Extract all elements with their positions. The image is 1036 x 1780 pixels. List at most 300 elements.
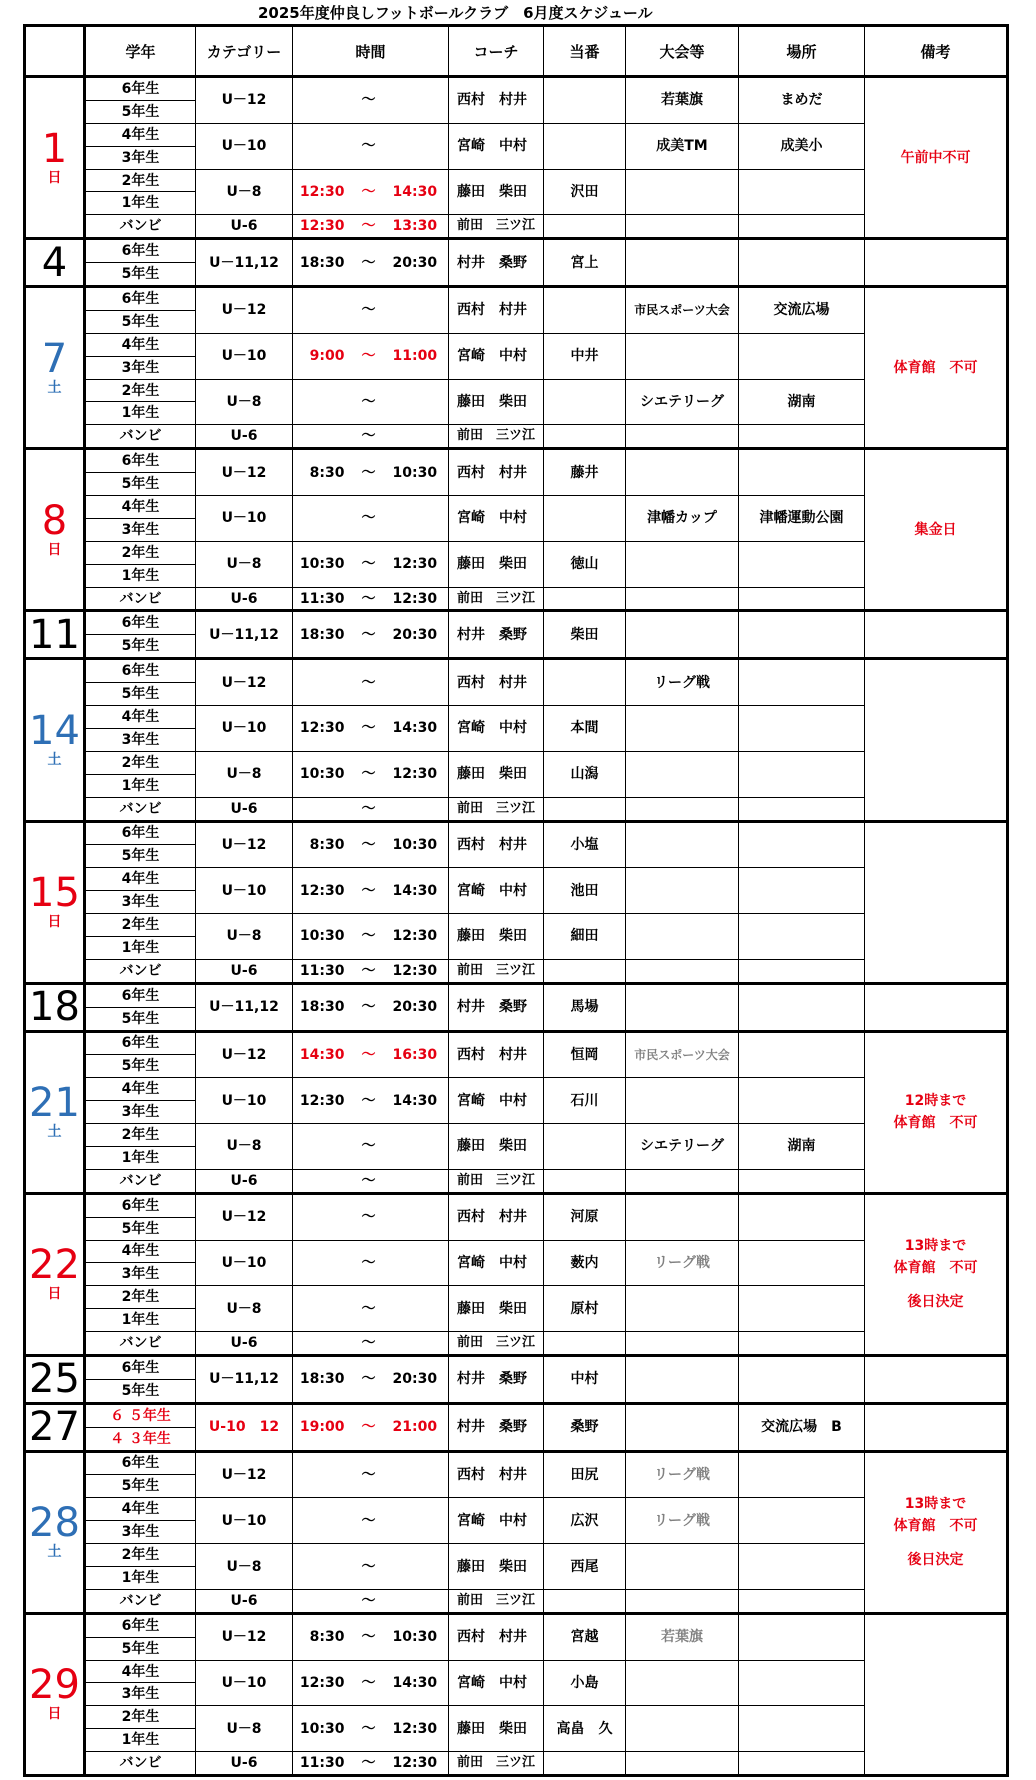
notes-cell (865, 287, 1008, 449)
coach-cell: 藤田 柴田 (449, 1706, 544, 1752)
place-cell (739, 868, 865, 914)
time-start: 18:30 (299, 626, 345, 643)
time-cell (293, 449, 449, 496)
time-separator: ～ (361, 1466, 376, 1483)
time-separator: ～ (361, 302, 376, 319)
time-end: 13:30 (392, 218, 438, 235)
coach-cell: 宮崎 中村 (449, 496, 544, 542)
event-cell (626, 706, 739, 752)
place-cell (739, 821, 865, 868)
place-cell (739, 659, 865, 706)
event-cell (626, 1660, 739, 1706)
grade-cell: 6年生 (85, 449, 196, 473)
time-cell (293, 914, 449, 960)
duty-cell: 宮越 (544, 1613, 626, 1660)
grade-cell: 5年生 (85, 310, 196, 333)
day-number: 18 (29, 984, 80, 1031)
event-cell (626, 1169, 739, 1193)
notes-cell (865, 77, 1008, 239)
place-cell (739, 1169, 865, 1193)
place-cell (739, 914, 865, 960)
time-separator: ～ (361, 138, 376, 155)
day-cell (25, 1031, 85, 1193)
event-cell: シエテリーグ (626, 1124, 739, 1170)
duty-cell (544, 379, 626, 425)
place-cell: 湖南 (739, 1124, 865, 1170)
table-row (25, 1169, 1008, 1193)
time-separator: ～ (361, 1209, 376, 1226)
duty-cell: 石川 (544, 1078, 626, 1124)
grade-cell: 3年生 (85, 1263, 196, 1286)
place-cell (739, 1286, 865, 1332)
place-cell (739, 1451, 865, 1498)
event-cell (626, 1403, 739, 1451)
duty-cell (544, 123, 626, 169)
category-cell: U-6 (196, 797, 293, 821)
coach-cell: 西村 村井 (449, 77, 544, 124)
grade-cell: ６ ５年生 (85, 1403, 196, 1427)
place-cell (739, 1240, 865, 1286)
table-row (25, 1031, 1008, 1055)
coach-cell: 藤田 柴田 (449, 914, 544, 960)
time-separator: ～ (361, 393, 376, 410)
time-end: 14:30 (392, 1092, 438, 1109)
coach-cell: 西村 村井 (449, 287, 544, 334)
duty-cell: 沢田 (544, 169, 626, 215)
grade-cell: 4年生 (85, 123, 196, 146)
grade-cell: 1年生 (85, 936, 196, 959)
event-cell (626, 1544, 739, 1590)
category-cell: U-6 (196, 959, 293, 983)
time-cell (293, 1403, 449, 1451)
time-separator: ～ (361, 218, 376, 235)
grade-cell: 3年生 (85, 356, 196, 379)
event-cell (626, 169, 739, 215)
day-number: 25 (29, 1356, 80, 1403)
place-cell (739, 1332, 865, 1356)
grade-cell: 3年生 (85, 1101, 196, 1124)
event-cell (626, 1752, 739, 1776)
time-end: 14:30 (392, 882, 438, 899)
grade-cell: バンビ (85, 1169, 196, 1193)
event-cell (626, 914, 739, 960)
time-end: 10:30 (392, 1629, 438, 1646)
grade-cell: 6年生 (85, 659, 196, 683)
duty-cell: 原村 (544, 1286, 626, 1332)
time-cell (293, 496, 449, 542)
event-cell (626, 1589, 739, 1613)
category-cell: U－12 (196, 821, 293, 868)
coach-cell: 前田 三ツ江 (449, 587, 544, 611)
table-row (25, 659, 1008, 683)
time-end: 10:30 (392, 464, 438, 481)
table-row (25, 541, 1008, 564)
time-start: 18:30 (299, 999, 345, 1016)
coach-cell: 西村 村井 (449, 1193, 544, 1240)
category-cell: U-6 (196, 1752, 293, 1776)
grade-cell: 6年生 (85, 1193, 196, 1217)
duty-cell: 細田 (544, 914, 626, 960)
coach-cell: 前田 三ツ江 (449, 215, 544, 239)
category-cell: U－11,12 (196, 983, 293, 1031)
time-separator: ～ (361, 962, 376, 979)
grade-cell: 5年生 (85, 845, 196, 868)
day-of-week: 日 (47, 169, 62, 186)
coach-cell: 藤田 柴田 (449, 751, 544, 797)
category-cell: U-6 (196, 425, 293, 449)
grade-cell: 5年生 (85, 1379, 196, 1403)
coach-cell: 藤田 柴田 (449, 1286, 544, 1332)
table-row (25, 959, 1008, 983)
grade-cell: 1年生 (85, 402, 196, 425)
time-start: 9:00 (309, 348, 345, 365)
grade-cell: 1年生 (85, 1146, 196, 1169)
day-of-week: 土 (47, 379, 62, 396)
place-cell (739, 611, 865, 659)
event-cell (626, 449, 739, 496)
grade-cell: バンビ (85, 1332, 196, 1356)
notes-cell (865, 659, 1008, 821)
time-separator: ～ (361, 1720, 376, 1737)
time-separator: ～ (361, 428, 376, 445)
time-start: 12:30 (299, 1674, 345, 1691)
category-cell: U－12 (196, 659, 293, 706)
duty-cell: 宮上 (544, 239, 626, 287)
time-cell (293, 1498, 449, 1544)
event-cell (626, 425, 739, 449)
grade-cell: 1年生 (85, 192, 196, 215)
place-cell (739, 1031, 865, 1078)
place-cell (739, 1544, 865, 1590)
table-row (25, 287, 1008, 311)
place-cell (739, 333, 865, 379)
place-cell (739, 215, 865, 239)
day-cell (25, 77, 85, 239)
grade-cell: バンビ (85, 1589, 196, 1613)
event-cell: 若葉旗 (626, 77, 739, 124)
grade-cell: 6年生 (85, 1031, 196, 1055)
event-cell (626, 797, 739, 821)
place-cell (739, 797, 865, 821)
grade-cell: 1年生 (85, 774, 196, 797)
time-cell (293, 287, 449, 334)
event-cell (626, 1355, 739, 1403)
time-separator: ～ (361, 254, 376, 271)
time-end: 14:30 (392, 183, 438, 200)
table-row (25, 169, 1008, 192)
schedule-body (25, 77, 1008, 1776)
day-cell (25, 287, 85, 449)
time-cell (293, 1706, 449, 1752)
day-cell (25, 449, 85, 611)
day-cell (25, 1355, 85, 1403)
time-cell (293, 333, 449, 379)
event-cell (626, 333, 739, 379)
grade-cell: 4年生 (85, 1078, 196, 1101)
day-of-week: 日 (47, 541, 62, 558)
day-cell (25, 983, 85, 1031)
time-end: 14:30 (392, 720, 438, 737)
time-separator: ～ (361, 464, 376, 481)
place-cell: 交流広場 (739, 287, 865, 334)
time-start: 8:30 (309, 464, 345, 481)
time-separator: ～ (361, 556, 376, 573)
table-row (25, 1286, 1008, 1309)
event-cell (626, 1706, 739, 1752)
category-cell: U－12 (196, 1031, 293, 1078)
table-row (25, 1451, 1008, 1475)
coach-cell: 西村 村井 (449, 659, 544, 706)
category-cell: U－12 (196, 1451, 293, 1498)
category-cell: U－10 (196, 1078, 293, 1124)
category-cell: U－12 (196, 1613, 293, 1660)
category-cell: U－10 (196, 706, 293, 752)
note-line: 13時まで (904, 1238, 967, 1255)
duty-cell (544, 287, 626, 334)
grade-cell: ４ ３年生 (85, 1427, 196, 1451)
event-cell (626, 1078, 739, 1124)
duty-cell: 中井 (544, 333, 626, 379)
grade-cell: 4年生 (85, 706, 196, 729)
time-cell (293, 1169, 449, 1193)
time-separator: ～ (361, 674, 376, 691)
time-separator: ～ (361, 1755, 376, 1772)
time-end: 20:30 (392, 999, 438, 1016)
time-separator: ～ (361, 800, 376, 817)
time-separator: ～ (361, 1629, 376, 1646)
time-separator: ～ (361, 1371, 376, 1388)
category-cell: U－8 (196, 541, 293, 587)
day-number: 29 (29, 1662, 80, 1709)
grade-cell: バンビ (85, 1752, 196, 1776)
grade-cell: 6年生 (85, 239, 196, 263)
time-separator: ～ (361, 1046, 376, 1063)
day-cell (25, 1451, 85, 1613)
duty-cell: 西尾 (544, 1544, 626, 1590)
category-cell: U－12 (196, 287, 293, 334)
category-cell: U－10 (196, 1240, 293, 1286)
category-cell: U－8 (196, 914, 293, 960)
header-coach: コーチ (449, 26, 544, 77)
event-cell (626, 1286, 739, 1332)
table-row (25, 706, 1008, 729)
grade-cell: 2年生 (85, 914, 196, 937)
day-of-week: 日 (47, 914, 62, 931)
grade-cell: 4年生 (85, 1240, 196, 1263)
time-cell (293, 77, 449, 124)
day-number: 28 (29, 1500, 80, 1547)
event-cell (626, 983, 739, 1031)
time-cell (293, 983, 449, 1031)
time-cell (293, 1031, 449, 1078)
table-row (25, 379, 1008, 402)
table-row (25, 1752, 1008, 1776)
event-cell (626, 587, 739, 611)
grade-cell: 5年生 (85, 1475, 196, 1498)
header-category: カテゴリー (196, 26, 293, 77)
table-row (25, 1613, 1008, 1637)
table-row (25, 333, 1008, 356)
notes-cell (865, 821, 1008, 983)
coach-cell: 西村 村井 (449, 1451, 544, 1498)
coach-cell: 村井 桑野 (449, 611, 544, 659)
duty-cell (544, 797, 626, 821)
category-cell: U－10 (196, 1660, 293, 1706)
category-cell: U－10 (196, 868, 293, 914)
table-row (25, 1498, 1008, 1521)
table-row (25, 496, 1008, 519)
grade-cell: 5年生 (85, 635, 196, 659)
time-cell (293, 1332, 449, 1356)
table-row (25, 611, 1008, 635)
time-end: 11:00 (392, 348, 438, 365)
time-cell (293, 239, 449, 287)
day-number: 22 (29, 1242, 80, 1289)
time-separator: ～ (361, 1172, 376, 1189)
header-event: 大会等 (626, 26, 739, 77)
coach-cell: 前田 三ツ江 (449, 797, 544, 821)
notes-cell (865, 611, 1008, 659)
coach-cell: 藤田 柴田 (449, 169, 544, 215)
grade-cell: 5年生 (85, 473, 196, 496)
duty-cell (544, 1589, 626, 1613)
grade-cell: バンビ (85, 587, 196, 611)
note-line: 午前中不可 (900, 149, 971, 166)
notes-cell (865, 1613, 1008, 1775)
time-separator: ～ (361, 183, 376, 200)
notes-cell (865, 1355, 1008, 1403)
place-cell (739, 1078, 865, 1124)
category-cell: U－10 (196, 333, 293, 379)
duty-cell: 徳山 (544, 541, 626, 587)
place-cell (739, 1613, 865, 1660)
duty-cell: 本間 (544, 706, 626, 752)
grade-cell: 2年生 (85, 1286, 196, 1309)
coach-cell: 前田 三ツ江 (449, 1589, 544, 1613)
event-cell: リーグ戦 (626, 1240, 739, 1286)
time-cell (293, 215, 449, 239)
grade-cell: バンビ (85, 959, 196, 983)
day-of-week: 日 (47, 1706, 62, 1723)
time-end: 20:30 (392, 254, 438, 271)
table-row (25, 587, 1008, 611)
time-cell (293, 797, 449, 821)
time-cell (293, 659, 449, 706)
table-row (25, 1124, 1008, 1147)
time-cell (293, 751, 449, 797)
grade-cell: 4年生 (85, 1498, 196, 1521)
duty-cell: 馬場 (544, 983, 626, 1031)
grade-cell: 3年生 (85, 891, 196, 914)
notes-cell (865, 1031, 1008, 1193)
coach-cell: 前田 三ツ江 (449, 1169, 544, 1193)
grade-cell: 5年生 (85, 1055, 196, 1078)
time-end: 16:30 (392, 1046, 438, 1063)
table-row (25, 1660, 1008, 1683)
duty-cell: 山潟 (544, 751, 626, 797)
grade-cell: 6年生 (85, 611, 196, 635)
category-cell: U－10 (196, 1498, 293, 1544)
day-number: 7 (41, 335, 68, 382)
day-number: 8 (41, 497, 68, 544)
time-start: 18:30 (299, 254, 345, 271)
time-cell (293, 425, 449, 449)
coach-cell: 西村 村井 (449, 1613, 544, 1660)
grade-cell: 1年生 (85, 1567, 196, 1590)
place-cell (739, 449, 865, 496)
time-separator: ～ (361, 999, 376, 1016)
category-cell: U－11,12 (196, 1355, 293, 1403)
duty-cell (544, 496, 626, 542)
header-day (25, 26, 85, 77)
coach-cell: 宮崎 中村 (449, 1240, 544, 1286)
time-separator: ～ (361, 590, 376, 607)
time-start: 8:30 (309, 1629, 345, 1646)
grade-cell: 5年生 (85, 263, 196, 287)
time-separator: ～ (361, 1558, 376, 1575)
event-cell (626, 868, 739, 914)
time-separator: ～ (361, 1419, 376, 1436)
time-cell (293, 1451, 449, 1498)
grade-cell: 5年生 (85, 100, 196, 123)
grade-cell: 4年生 (85, 333, 196, 356)
time-cell (293, 1752, 449, 1776)
time-separator: ～ (361, 1674, 376, 1691)
category-cell: U－11,12 (196, 239, 293, 287)
place-cell (739, 239, 865, 287)
coach-cell: 村井 桑野 (449, 1355, 544, 1403)
duty-cell (544, 587, 626, 611)
duty-cell: 恒岡 (544, 1031, 626, 1078)
coach-cell: 宮崎 中村 (449, 868, 544, 914)
day-cell (25, 659, 85, 821)
table-row (25, 239, 1008, 263)
time-cell (293, 1078, 449, 1124)
duty-cell (544, 1332, 626, 1356)
note-line (865, 1279, 1006, 1291)
time-start: 12:30 (299, 882, 345, 899)
place-cell (739, 425, 865, 449)
grade-cell: 2年生 (85, 379, 196, 402)
duty-cell: 高畠 久 (544, 1706, 626, 1752)
time-end: 20:30 (392, 626, 438, 643)
time-end: 12:30 (392, 556, 438, 573)
time-separator: ～ (361, 882, 376, 899)
time-separator: ～ (361, 928, 376, 945)
coach-cell: 宮崎 中村 (449, 1660, 544, 1706)
time-cell (293, 1660, 449, 1706)
duty-cell: 広沢 (544, 1498, 626, 1544)
category-cell: U-10 12 (196, 1403, 293, 1451)
notes-cell (865, 239, 1008, 287)
event-cell (626, 1332, 739, 1356)
duty-cell (544, 1752, 626, 1776)
time-end: 10:30 (392, 836, 438, 853)
table-row (25, 983, 1008, 1007)
time-separator: ～ (361, 1335, 376, 1352)
grade-cell: 1年生 (85, 564, 196, 587)
time-end: 12:30 (392, 1720, 438, 1737)
time-cell (293, 611, 449, 659)
time-cell (293, 868, 449, 914)
time-start: 8:30 (309, 836, 345, 853)
place-cell (739, 169, 865, 215)
time-end: 12:30 (392, 962, 438, 979)
duty-cell: 中村 (544, 1355, 626, 1403)
duty-cell (544, 215, 626, 239)
coach-cell: 前田 三ツ江 (449, 959, 544, 983)
event-cell (626, 821, 739, 868)
